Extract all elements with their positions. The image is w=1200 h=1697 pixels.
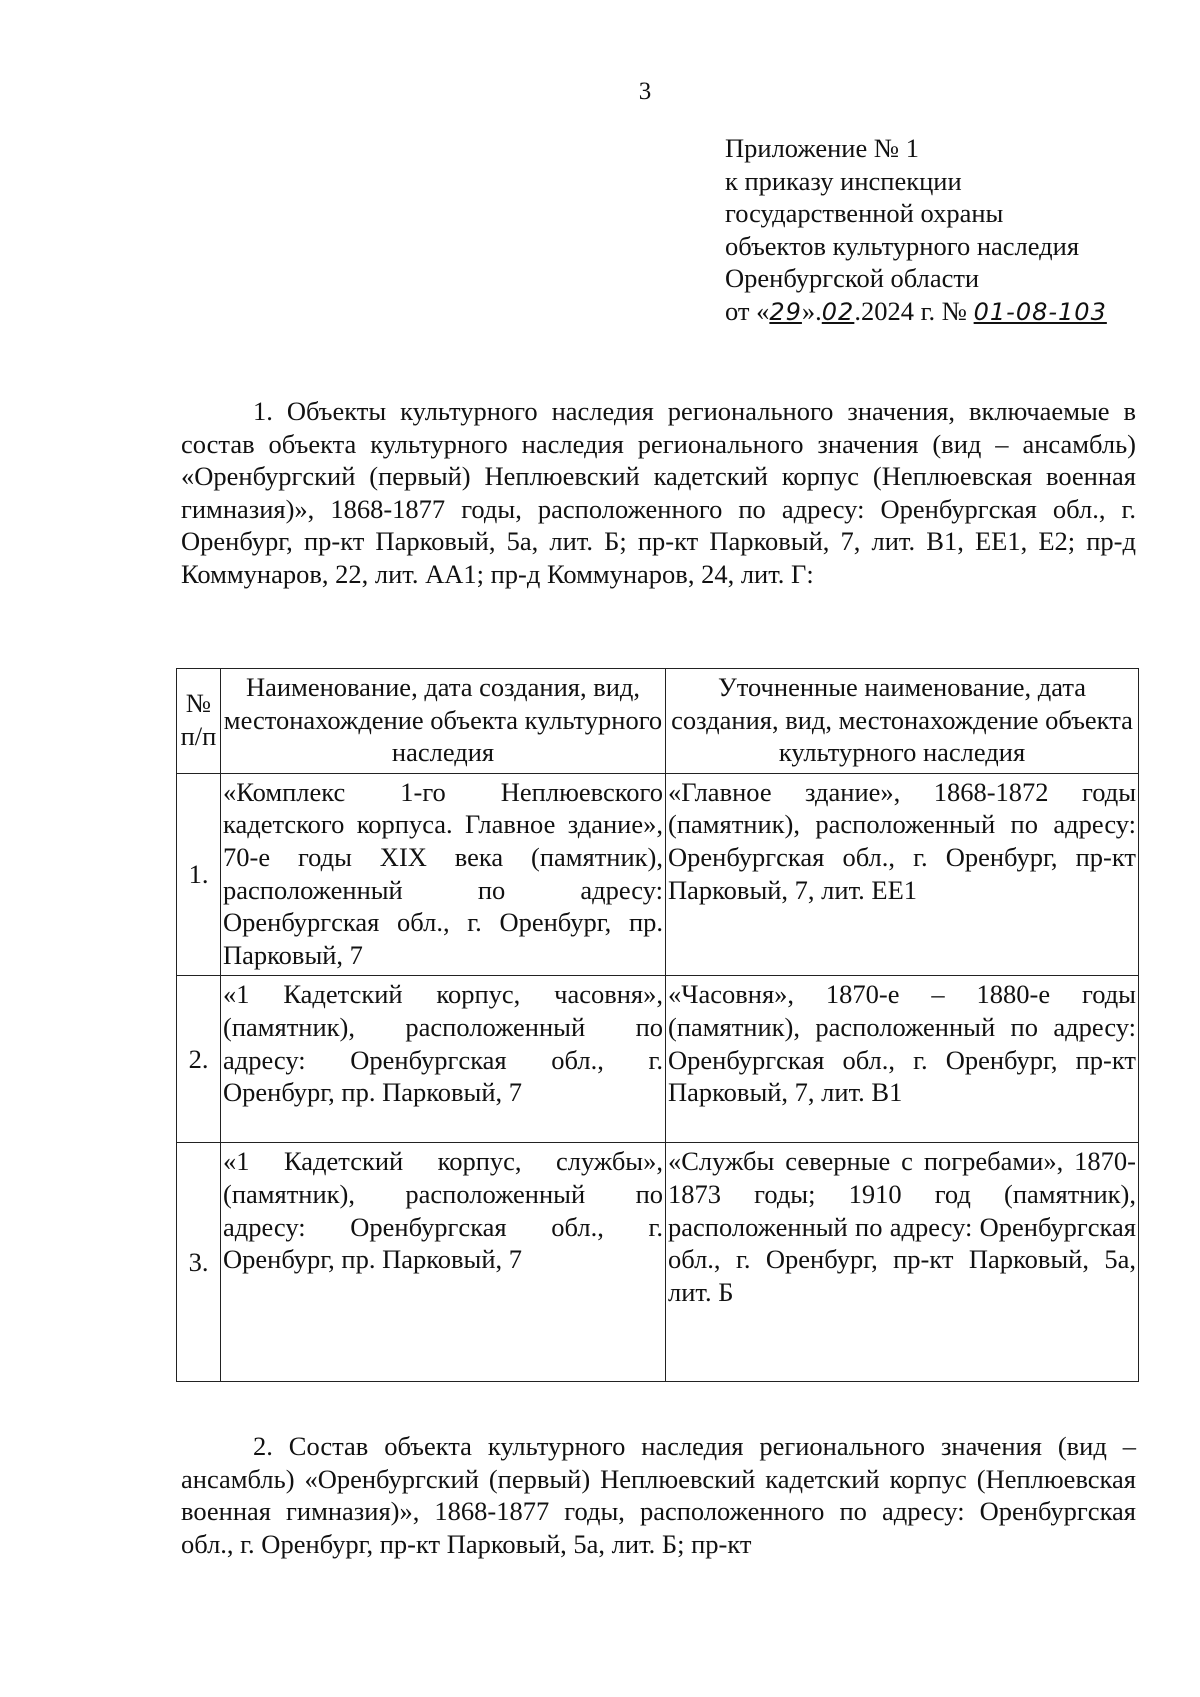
appendix-header [725, 132, 1107, 328]
original-description: «1 Кадетский корпус, службы», (памятник), расположенный по адресу: Оренбургская обл., г. Оренбург, пр. Парковый, 7 [221, 1143, 666, 1382]
header-number: № п/п [177, 669, 221, 774]
header-original-name: Наименование, дата создания, вид, местонахождение объекта культурного наследия [221, 669, 666, 774]
date-year: .2024 г. № [854, 295, 967, 326]
heritage-objects-table [176, 668, 1139, 1382]
table-row [177, 773, 1139, 976]
refined-description: «Главное здание», 1868-1872 годы (памятник), расположенный по адресу: Оренбургская обл., г. Оренбург, пр-кт Парковый, 7, лит. ЕЕ1 [666, 773, 1139, 976]
original-description: «Комплекс 1-го Неплюевского кадетского корпуса. Главное здание», 70-е годы XIX века (памятник), расположенный по адресу: Оренбургская обл., г. Оренбург, пр. Парковый, 7 [221, 773, 666, 976]
paragraph-2: 2. Состав объекта культурного наследия регионального значения (вид – ансамбль) «Оренбургский (первый) Неплюевский кадетский корпус (Неплюевская военная гимназия)», 1868-1877 годы, расположенного по адресу: Оренбургская обл., г. Оренбург, пр-кт Парковый, 5а, лит. Б; пр-кт [181, 1431, 1136, 1559]
appendix-line: Оренбургской области [725, 263, 980, 293]
paragraph-1: 1. Объекты культурного наследия регионального значения, включаемые в состав объекта культурного наследия регионального значения (вид – ансамбль) «Оренбургский (первый) Неплюевский кадетский корпус (Неплюевская военная гимназия)», 1868-1877 годы, расположенного по адресу: Оренбургская обл., г. Оренбург, пр-кт Парковый, 5а, лит. Б; пр-кт Парковый, 7, лит. В1, ЕЕ1, Е2; пр-д Коммунаров, 22, лит. АА1; пр-д Коммунаров, 24, лит. Г: [181, 396, 1136, 589]
appendix-line: государственной охраны [725, 198, 1004, 228]
handwritten-month: 02 [821, 297, 855, 326]
page-number: 3 [638, 78, 652, 105]
refined-description: «Службы северные с погребами», 1870-1873 годы; 1910 год (памятник), расположенный по адресу: Оренбургская обл., г. Оренбург, пр-кт Парковый, 5а, лит. Б [666, 1143, 1139, 1382]
table-header-row [177, 669, 1139, 774]
date-separator: ». [801, 295, 822, 326]
row-number: 1. [177, 773, 221, 976]
refined-description: «Часовня», 1870-е – 1880-е годы (памятник), расположенный по адресу: Оренбургская обл., г. Оренбург, пр-кт Парковый, 7, лит. В1 [666, 976, 1139, 1143]
header-refined-name: Уточненные наименование, дата создания, вид, местонахождение объекта культурного наследия [666, 669, 1139, 774]
handwritten-order-number: 01-08-103 [973, 297, 1107, 326]
handwritten-day: 29 [769, 297, 802, 326]
appendix-line: объектов культурного наследия [725, 230, 1080, 261]
appendix-line: к приказу инспекции [725, 165, 962, 196]
table-row [177, 976, 1139, 1143]
date-prefix: от « [725, 295, 770, 326]
order-date-line [725, 295, 1107, 329]
original-description: «1 Кадетский корпус, часовня», (памятник), расположенный по адресу: Оренбургская обл., г. Оренбург, пр. Парковый, 7 [221, 976, 666, 1143]
table-row [177, 1143, 1139, 1382]
row-number: 3. [177, 1143, 221, 1382]
row-number: 2. [177, 976, 221, 1143]
appendix-line: Приложение № 1 [725, 133, 920, 163]
